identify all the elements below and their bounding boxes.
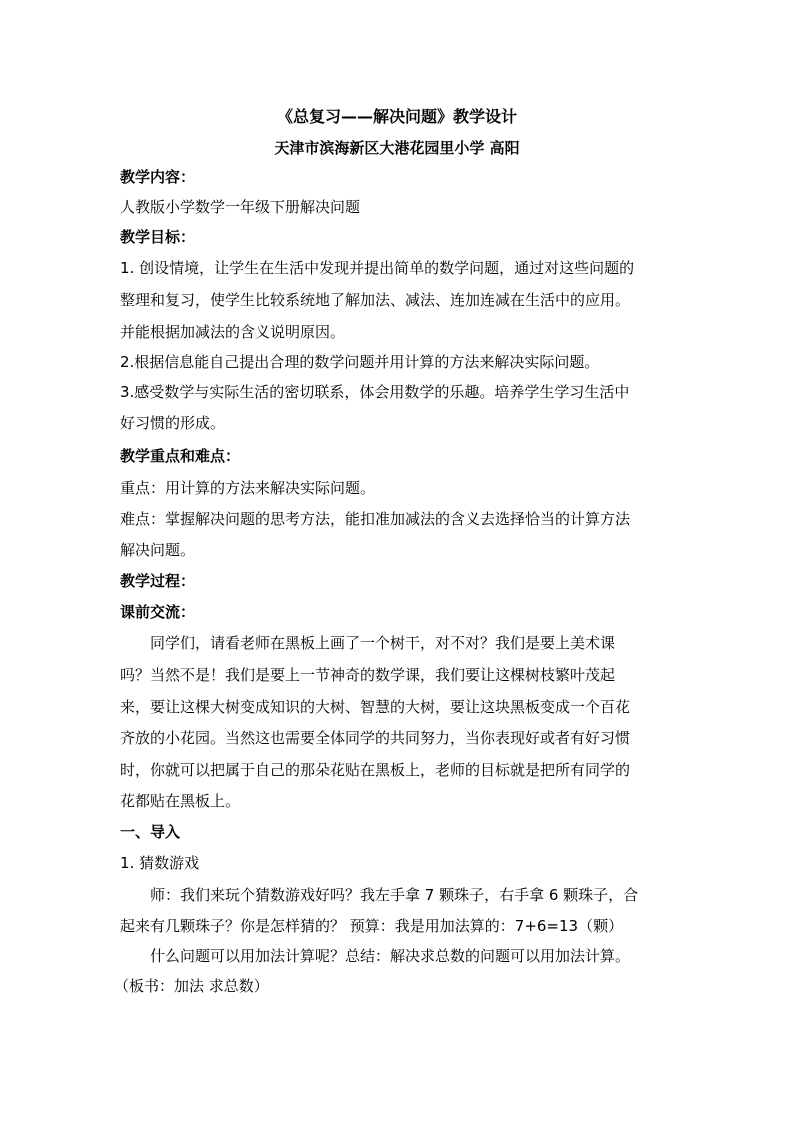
game-line-2: 起来有几颗珠子？你是怎样猜的？ 预算：我是用加法算的：7+6=13（颗）	[120, 917, 624, 935]
heading-teaching-goals: 教学目标：	[120, 228, 196, 246]
summary-line-1: 什么问题可以用加法计算呢？总结：解决求总数的问题可以用加法计算。	[150, 947, 631, 965]
heading-guess-game: 1. 猜数游戏	[120, 854, 200, 872]
difficulty-line-1: 难点：掌握解决问题的思考方法，能扣准加减法的含义去选择恰当的计算方法	[120, 510, 631, 528]
pre-class-line-2: 吗？当然不是！我们是要上一节神奇的数学课，我们要让这棵树枝繁叶茂起	[120, 666, 616, 684]
pre-class-line-4: 齐放的小花园。当然这也需要全体同学的共同努力，当你表现好或者有好习惯	[120, 729, 631, 747]
document-author: 天津市滨海新区大港花园里小学 高阳	[274, 139, 520, 157]
difficulty-line-2: 解决问题。	[120, 541, 196, 559]
pre-class-line-6: 花都贴在黑板上。	[120, 792, 241, 810]
pre-class-line-1: 同学们，请看老师在黑板上画了一个树干，对不对？我们是要上美术课	[150, 634, 616, 652]
pre-class-line-5: 时，你就可以把属于自己的那朵花贴在黑板上，老师的目标就是把所有同学的	[120, 761, 631, 779]
game-line-1: 师：我们来玩个猜数游戏好吗？我左手拿 7 颗珠子，右手拿 6 颗珠子，合	[150, 886, 639, 904]
heading-teaching-content: 教学内容：	[120, 168, 196, 186]
goal-3-line-2: 好习惯的形成。	[120, 414, 226, 432]
heading-introduction: 一、导入	[120, 823, 181, 841]
summary-line-2: （板书：加法 求总数）	[114, 977, 269, 995]
heading-teaching-process: 教学过程：	[120, 572, 196, 590]
goal-1-line-1: 1. 创设情境，让学生在生活中发现并提出简单的数学问题，通过对这些问题的	[120, 259, 635, 277]
goal-1-line-3: 并能根据加减法的含义说明原因。	[120, 323, 346, 341]
goal-1-line-2: 整理和复习，使学生比较系统地了解加法、减法、连加连减在生活中的应用。	[120, 291, 631, 309]
goal-2: 2.根据信息能自己提出合理的数学问题并用计算的方法来解决实际问题。	[120, 353, 600, 371]
document-title: 《总复习——解决问题》教学设计	[276, 107, 517, 126]
heading-pre-class: 课前交流：	[120, 603, 196, 621]
pre-class-line-3: 来，要让这棵大树变成知识的大树、智慧的大树，要让这块黑板变成一个百花	[120, 698, 631, 716]
goal-3-line-1: 3.感受数学与实际生活的密切联系，体会用数学的乐趣。培养学生学习生活中	[120, 383, 630, 401]
key-point: 重点：用计算的方法来解决实际问题。	[120, 479, 376, 497]
teaching-content-text: 人教版小学数学一年级下册解决问题	[120, 198, 361, 216]
heading-key-points: 教学重点和难点：	[120, 447, 241, 465]
